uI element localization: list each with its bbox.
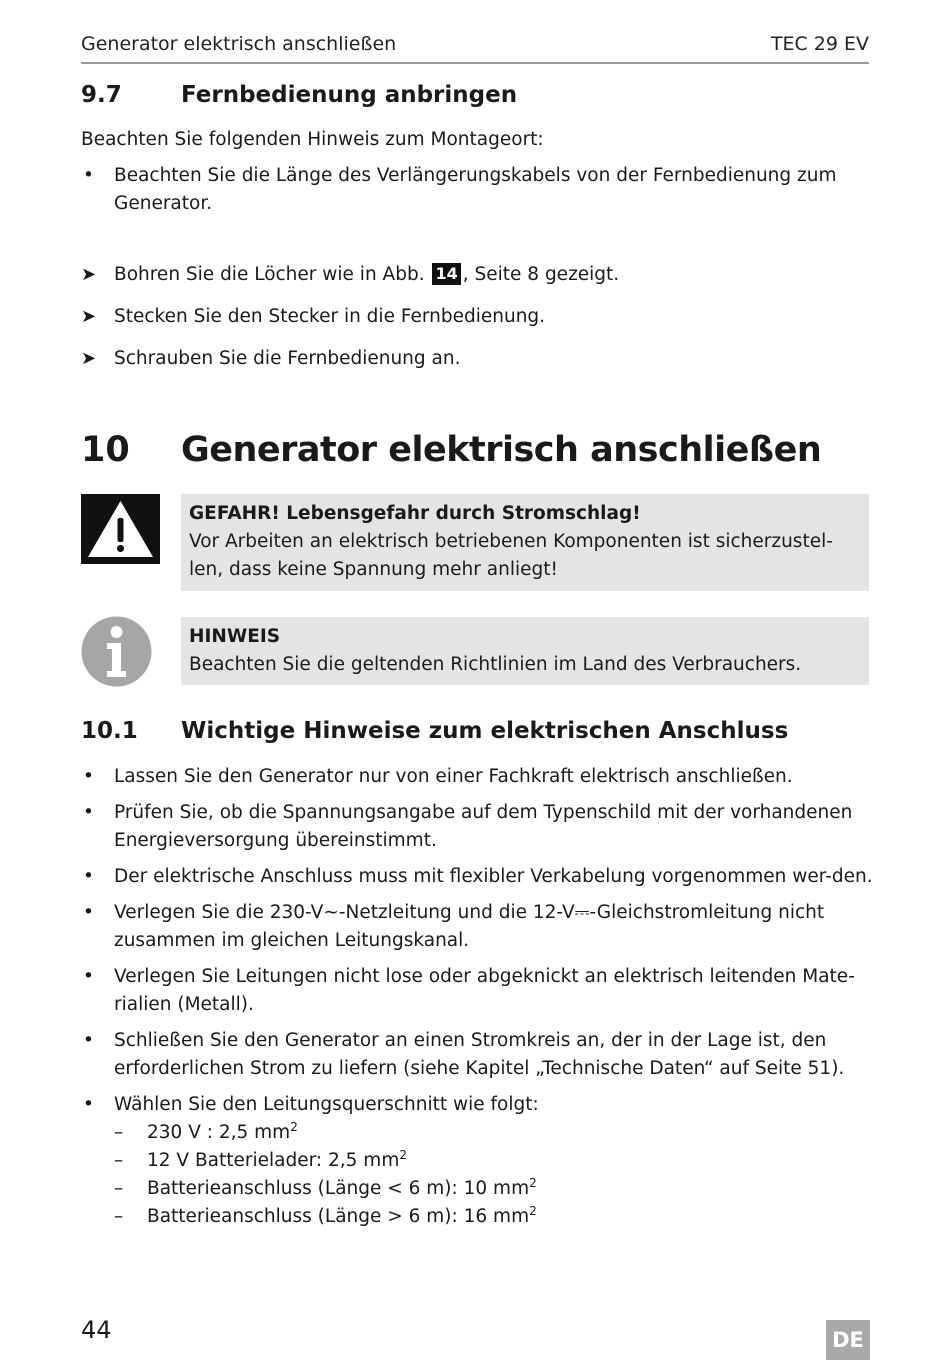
bullet-icon: • <box>83 766 94 787</box>
cross-section-item: – 12 V Batterielader: 2,5 $mm^2$ <box>114 1147 407 1171</box>
header-chapter-title: Generator elektrisch anschließen <box>81 33 397 55</box>
bullet-icon: • <box>83 902 94 923</box>
electrical-notes-list <box>81 763 873 1231</box>
section-intro: Beachten Sie folgenden Hinweis zum Montageort: <box>81 129 544 150</box>
list-item: • Schließen Sie den Generator an einen Stromkreis an, der in der Lage ist, den erforderlichen Strom zu liefern (siehe Kapitel „Technische Daten“ auf Seite 51). <box>81 1027 873 1083</box>
info-icon <box>81 616 152 687</box>
section-number: 9.7 <box>81 82 122 108</box>
page-number: 44 <box>81 1316 112 1344</box>
note-body: Beachten Sie die geltenden Richtlinien im Land des Verbrauchers. <box>189 654 802 675</box>
arrow-right-icon: ➤ <box>81 306 97 327</box>
section-title: Fernbedienung anbringen <box>181 82 518 108</box>
section-number: 10.1 <box>81 718 138 744</box>
danger-heading: GEFAHR! Lebensgefahr durch Stromschlag! <box>189 503 641 524</box>
language-badge: DE <box>826 1320 870 1360</box>
bullet-icon: • <box>83 1030 94 1051</box>
list-item: • Wählen Sie den Leitungsquerschnitt wie folgt: – 230 V : 2,5 $mm^2$ – 12 V Batterielader: 2,5 $mm^2$ – Batterieanschluss (Länge < 6 m): 10 $mm^2$ – Batterieanschluss (Länge > 6 m): 16 $mm^2$ <box>81 1091 873 1231</box>
list-item: • Beachten Sie die Länge des Verlängerungskabels von der Fernbedienung zum Generator. <box>81 162 873 218</box>
instruction-step: ➤ Schrauben Sie die Fernbedienung an. <box>81 345 871 373</box>
list-item: • Verlegen Sie Leitungen nicht lose oder abgeknickt an elektrisch leitenden Mate-rialien (Metall). <box>81 963 873 1019</box>
warning-triangle-icon <box>81 494 160 564</box>
arrow-right-icon: ➤ <box>81 348 97 369</box>
bullet-icon: • <box>83 966 94 987</box>
danger-body: Vor Arbeiten an elektrisch betriebenen Komponenten ist sicherzustel-len, dass keine Spannung mehr anliegt! <box>189 531 833 580</box>
bullet-icon: • <box>83 1094 94 1115</box>
mounting-notes-list <box>81 162 873 218</box>
list-item: • Prüfen Sie, ob die Spannungsangabe auf dem Typenschild mit der vorhandenen Energieversorgung übereinstimmt. <box>81 799 873 855</box>
note-heading: HINWEIS <box>189 626 281 647</box>
instruction-step: ➤ Bohren Sie die Löcher wie in Abb. 14 , Seite 8 gezeigt. <box>81 261 871 289</box>
section-title: Wichtige Hinweise zum elektrischen Anschluss <box>181 718 789 744</box>
list-item: • Verlegen Sie die 230-V∼-Netzleitung und die 12-V⎓-Gleichstromleitung nicht zusammen im gleichen Leitungskanal. <box>81 899 873 955</box>
chapter-title: Generator elektrisch anschließen <box>181 430 822 470</box>
chapter-number: 10 <box>81 430 130 470</box>
figure-reference: 14 <box>432 263 460 285</box>
cross-section-item: – 230 V : 2,5 $mm^2$ <box>114 1119 298 1143</box>
arrow-right-icon: ➤ <box>81 264 97 285</box>
instruction-step: ➤ Stecken Sie den Stecker in die Fernbedienung. <box>81 303 871 331</box>
cross-section-item: – Batterieanschluss (Länge < 6 m): 10 $mm^2$ <box>114 1175 537 1199</box>
bullet-icon: • <box>83 802 94 823</box>
list-item: • Lassen Sie den Generator nur von einer Fachkraft elektrisch anschließen. <box>81 763 873 791</box>
header-model: TEC 29 EV <box>770 33 869 55</box>
list-item: • Der elektrische Anschluss muss mit flexibler Verkabelung vorgenommen wer-den. <box>81 863 873 891</box>
cross-section-item: – Batterieanschluss (Länge > 6 m): 16 $mm^2$ <box>114 1203 537 1227</box>
info-notice <box>181 617 869 685</box>
running-header <box>81 30 869 64</box>
cross-section-list <box>114 1119 873 1231</box>
danger-notice <box>181 494 869 591</box>
bullet-icon: • <box>83 866 94 887</box>
bullet-icon: • <box>83 165 94 186</box>
